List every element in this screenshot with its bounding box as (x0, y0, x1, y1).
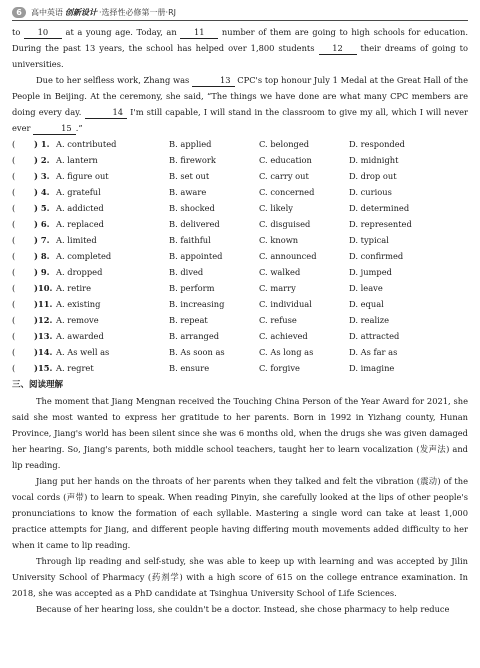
passage-paragraph-1: to 10 at a young age. Today, an 11 number of them are going to high schools for education. During the past 13 years, the school has helped over 1,800 students 12 their dreams of going to universities. (12, 27, 469, 69)
question-row: ( )15. A. regret B. ensure C. forgive D. imagine (12, 363, 395, 373)
page-header (12, 4, 468, 21)
book-title-suffix: ·选择性必修第一册·RJ (99, 7, 177, 17)
question-row: ( ) 5. A. addicted B. shocked C. likely D. determined (12, 203, 410, 213)
question-row: ( )11. A. existing B. increasing C. individual D. equal (12, 299, 384, 309)
question-row: ( ) 7. A. limited B. faithful C. known D. typical (12, 235, 389, 245)
question-row: ( ) 6. A. replaced B. delivered C. disguised D. represented (12, 219, 412, 229)
question-row: ( )14. A. As well as B. As soon as C. As long as D. As far as (12, 347, 398, 357)
blank-13: 13 (192, 74, 235, 87)
book-title-prefix: 高中英语 (31, 7, 63, 17)
question-row: ( ) 1. A. contributed B. applied C. belonged D. responded (12, 139, 405, 149)
blank-15: 15 (33, 122, 76, 135)
question-row: ( ) 9. A. dropped B. dived C. walked D. jumped (12, 267, 392, 277)
blank-10: 10 (24, 26, 62, 39)
blank-14: 14 (85, 106, 128, 119)
passage-paragraph-2: Due to her selfless work, Zhang was 13 CPC's top honour July 1 Medal at the Great Hall of the People in Beijing. At the ceremony, she said, “The things we have done are what many CPC members are doing every day. 14 I'm still capable, I will stand in the classroom to give my all, which I will never ever 15 .” (12, 75, 469, 133)
question-row: ( ) 4. A. grateful B. aware C. concerned D. curious (12, 187, 392, 197)
page-number: 6 (12, 7, 26, 18)
section-heading-reading: 三、阅读理解 (12, 380, 64, 390)
question-row: ( )10. A. retire B. perform C. marry D. leave (12, 283, 383, 293)
question-row: ( )12. A. remove B. repeat C. refuse D. realize (12, 315, 390, 325)
blank-12: 12 (319, 42, 357, 55)
question-row: ( ) 2. A. lantern B. firework C. education D. midnight (12, 155, 399, 165)
reading-paragraph-1: The moment that Jiang Mengnan received the Touching China Person of the Year Award for 2021, she said she most wanted to express her gratitude to her parents. Born in 1992 in Yizhang county, Hunan Province, Jiang's world has been silent since she was 6 months old, when the drugs she was given damaged her hearing. So, Jiang's parents, both middle school teachers, taught her to learn vocalization (发声法) and lip reading. (12, 396, 468, 470)
question-row: ( ) 3. A. figure out B. set out C. carry out D. drop out (12, 171, 397, 181)
page-content (12, 24, 468, 617)
brand-logo: 创新设计 (65, 7, 97, 17)
reading-paragraph-4: Because of her hearing loss, she couldn't be a doctor. Instead, she chose pharmacy to help reduce (36, 604, 450, 614)
blank-11: 11 (180, 26, 218, 39)
question-list (12, 136, 468, 376)
reading-paragraph-2: Jiang put her hands on the throats of her parents when they talked and felt the vibration (震动) of the vocal cords (声带) to learn to speak. When reading Pinyin, she carefully looked at the lips of other people's pronunciations to know the formation of each syllable. Mastering a single word can take at least 1,000 practice attempts for Jiang, and different people having differing mouth movements added difficulty to her when it came to lip reading. (12, 476, 468, 550)
reading-paragraph-3: Through lip reading and self-study, she was able to keep up with learning and was accepted by Jilin University School of Pharmacy (药剂学) with a high score of 615 on the college entrance examination. In 2018, she was accepted as a PhD candidate at Tsinghua University School of Life Sciences. (12, 556, 468, 598)
question-row: ( ) 8. A. completed B. appointed C. announced D. confirmed (12, 251, 404, 261)
question-row: ( )13. A. awarded B. arranged C. achieved D. attracted (12, 331, 400, 341)
